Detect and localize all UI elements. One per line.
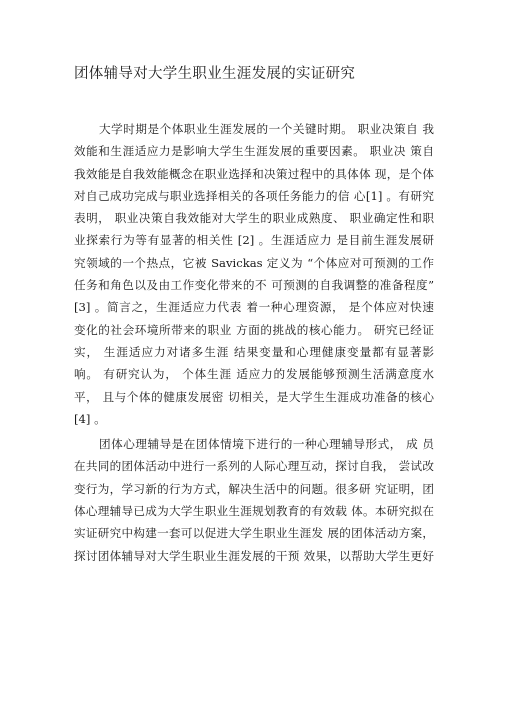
paragraph-2 (74, 433, 434, 567)
text-line: 表明， 职业决策自我效能对大学生的职业成熟度、 职业确定性和职 (74, 211, 434, 226)
text-line: 团体心理辅导是在团体情境下进行的一种心理辅导形式， 成 员 (99, 437, 434, 452)
text-line: 在共同的团体活动中进行一系列的人际心理互动，探讨自我， 尝试改 (74, 459, 434, 474)
text-line: 业探索行为等有显著的相关性 [2] 。生涯适应力 是目前生涯发展研 (74, 233, 434, 248)
text-line: 探讨团体辅导对大学生职业生涯发展的干预 效果，以帮助大学生更好 (74, 548, 434, 563)
text-line: [3] 。简言之，生涯适应力代表 着一种心理资源， 是个体应对快速 (74, 300, 434, 315)
text-line: 对自己成功完成与职业选择相关的各项任务能力的信 心[1] 。有研究 (74, 188, 434, 203)
text-line: 大学时期是个体职业生涯发展的一个关键时期。 职业决策自 我 (99, 122, 434, 136)
document-body (74, 118, 434, 567)
paragraph-1 (74, 118, 434, 430)
text-line: 任务和角色以及由工作变化带来的不 可预测的自我调整的准备程度” (74, 278, 434, 293)
text-line: 响。 有研究认为， 个体生涯 适应力的发展能够预测生活满意度水 (74, 367, 434, 382)
text-line: 效能和生涯适应力是影响大学生生涯发展的重要因素。 职业决 策自 (74, 144, 434, 159)
document-title: 团体辅导对大学生职业生涯发展的实证研究 (74, 66, 356, 82)
text-line: 平， 且与个体的健康发展密 切相关，是大学生生涯成功准备的核心 (74, 389, 434, 404)
text-line: [4] 。 (74, 411, 106, 426)
text-line: 实， 生涯适应力对诸多生涯 结果变量和心理健康变量都有显著影 (74, 344, 434, 359)
text-line: 我效能是自我效能概念在职业选择和决策过程中的具体体 现，是个体 (74, 166, 434, 181)
text-line: 究领域的一个热点，它被 Savickas 定义为 “个体应对可预测的工作 (74, 255, 434, 270)
text-line: 体心理辅导已成为大学生职业生涯规划教育的有效载 体。本研究拟在 (74, 504, 434, 519)
text-line: 变化的社会环境所带来的职业 方面的挑战的核心能力。 研究已经证 (74, 322, 434, 337)
text-line: 变行为，学习新的行为方式，解决生活中的问题。很多研 究证明，团 (74, 481, 434, 496)
text-line: 实证研究中构建一套可以促进大学生职业生涯发 展的团体活动方案， (74, 526, 434, 541)
